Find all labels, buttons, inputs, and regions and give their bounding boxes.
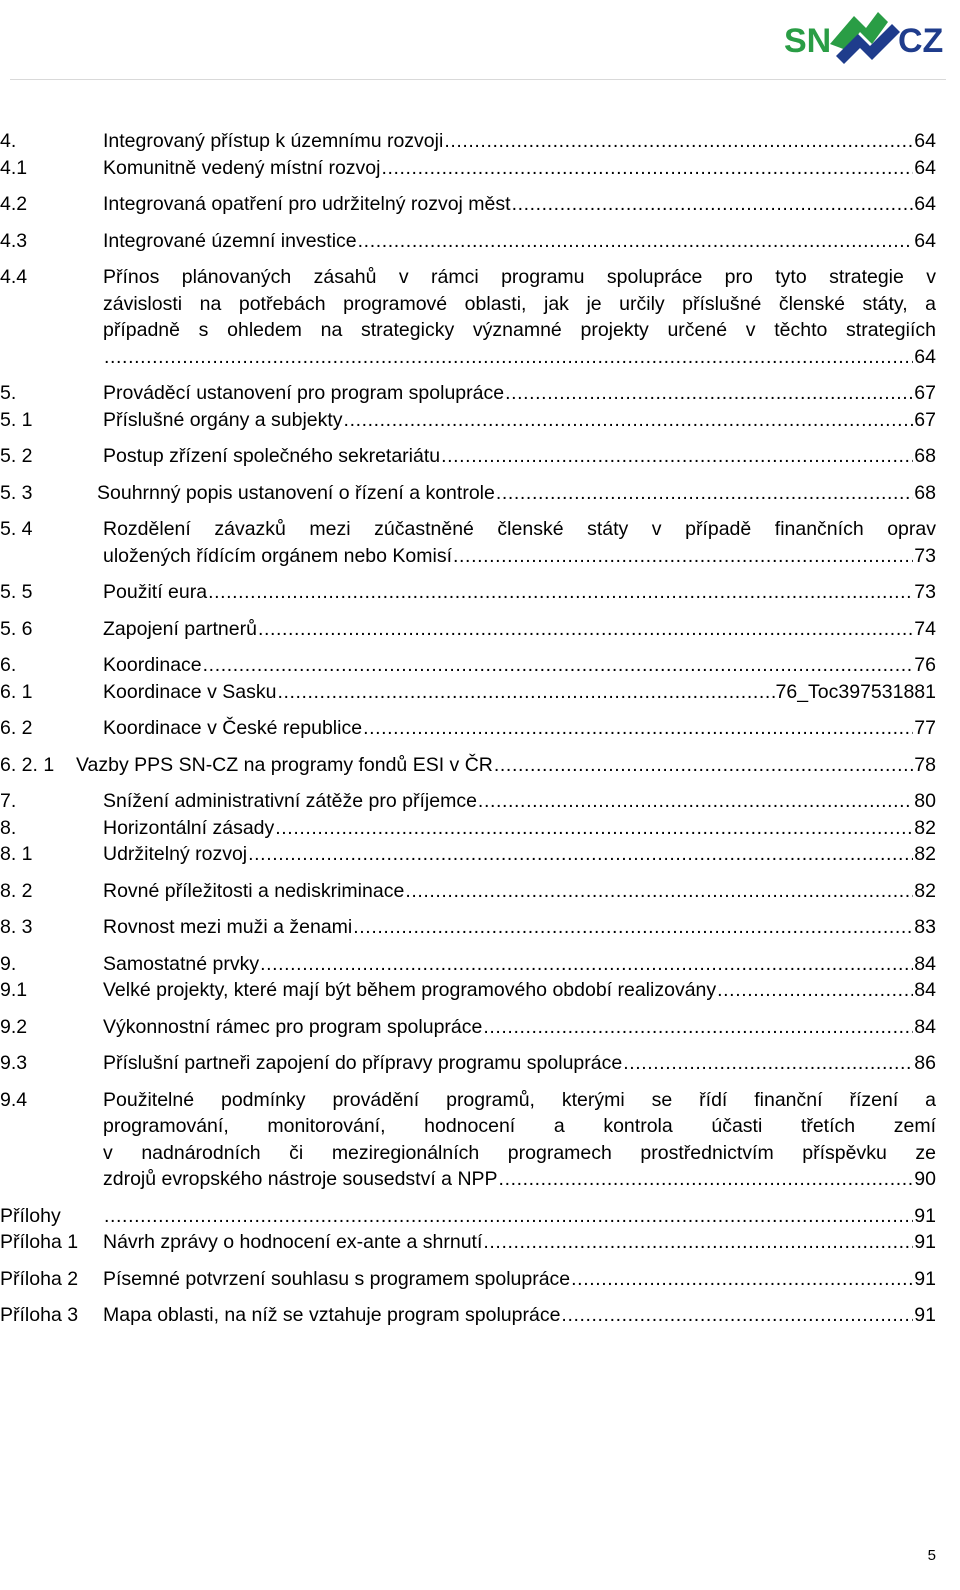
toc-leader-dots	[258, 616, 913, 643]
toc-entry-title: Návrh zprávy o hodnocení ex-ante a shrnutí	[103, 1231, 483, 1253]
toc-entry-page: 76	[914, 654, 936, 676]
toc-entry-title-line: Použitelné podmínky provádění programů, kterými se řídí finanční řízení a	[103, 1088, 936, 1111]
toc-entry-page: 86	[914, 1052, 936, 1074]
toc-entry-number: 4.1	[0, 156, 28, 179]
toc-entry-number: 5. 6	[0, 617, 33, 640]
toc-entry-number: 9.	[0, 952, 17, 975]
toc-entry-number: 4.	[0, 130, 17, 152]
toc-entry[interactable]	[0, 516, 936, 569]
toc-entry[interactable]	[0, 480, 936, 507]
toc-leader-dots	[494, 752, 913, 779]
toc-entry-title: uložených řídícím orgánem nebo Komisí	[103, 544, 453, 567]
toc-entry[interactable]	[0, 191, 936, 218]
toc-entry-title: Koordinace	[103, 654, 202, 676]
toc-entry[interactable]	[0, 788, 936, 815]
toc-entry[interactable]	[0, 1266, 936, 1293]
logo-text-cz: CZ	[898, 22, 944, 60]
toc-entry-title: Snížení administrativní zátěže pro příjemce	[103, 790, 477, 812]
toc-leader-dots	[381, 155, 913, 182]
toc-leader-dots	[717, 977, 913, 1004]
toc-entry-number: 5. 1	[0, 408, 33, 431]
toc-entry[interactable]	[0, 579, 936, 606]
toc-leader-dots	[353, 914, 913, 941]
toc-entry[interactable]	[0, 616, 936, 643]
toc-leader-dots	[478, 788, 913, 815]
toc-entry-number: 5.	[0, 382, 17, 404]
toc-entry-title: Mapa oblasti, na níž se vztahuje program spolupráce	[103, 1304, 561, 1326]
toc-entry-page: 82	[914, 816, 936, 839]
toc-leader-dots	[358, 228, 914, 255]
toc-entry[interactable]	[0, 1014, 936, 1041]
toc-entry-page: 91	[914, 1267, 936, 1290]
toc-entry-number: 9.3	[0, 1052, 28, 1074]
sn-cz-logo	[784, 4, 946, 68]
toc-entry[interactable]	[0, 407, 936, 434]
toc-entry[interactable]	[0, 715, 936, 742]
toc-entry-number: Příloha 1	[0, 1231, 79, 1253]
toc-entry-page: 84	[914, 952, 936, 975]
toc-entry-number: Přílohy	[0, 1204, 61, 1227]
toc-entry-page: 91	[914, 1304, 936, 1326]
toc-entry[interactable]	[0, 977, 936, 1004]
toc-entry-page: 78	[914, 753, 936, 776]
toc-entry-page: 80	[914, 790, 936, 812]
toc-entry-number: 5. 3	[0, 481, 33, 504]
toc-leader-dots	[512, 191, 914, 218]
toc-entry-number: 4.4	[0, 266, 28, 288]
toc-leader-dots	[104, 344, 913, 371]
toc-leader-dots	[483, 1229, 913, 1256]
page-number: 5	[927, 1547, 936, 1564]
toc-leader-dots	[344, 407, 914, 434]
toc-entry[interactable]	[0, 815, 936, 842]
toc-entry-title: Použití eura	[103, 581, 208, 603]
toc-entry[interactable]	[0, 128, 936, 155]
toc-leader-dots	[571, 1266, 913, 1293]
toc-entry-title: Samostatné prvky	[103, 952, 260, 975]
toc-leader-dots	[405, 878, 913, 905]
header-divider	[10, 79, 946, 80]
toc-entry-title-line: závislosti na potřebách programové oblasti, jak je určily příslušné členské státy, a	[103, 292, 936, 315]
toc-entry[interactable]	[0, 380, 936, 407]
toc-leader-dots	[561, 1302, 913, 1329]
toc-leader-dots	[275, 815, 913, 842]
toc-entry-title: Integrovaná opatření pro udržitelný rozvoj měst	[103, 193, 511, 215]
toc-entry-title: Zapojení partnerů	[103, 617, 257, 640]
toc-entry-title: Příslušné orgány a subjekty	[103, 408, 343, 431]
toc-entry-number: 4.2	[0, 193, 28, 215]
toc-entry[interactable]	[0, 228, 936, 255]
toc-entry-title: Velké projekty, které mají být během programového období realizovány	[103, 979, 717, 1001]
toc-entry-page: 68	[914, 481, 936, 504]
toc-entry[interactable]	[0, 652, 936, 679]
toc-entry[interactable]	[0, 1229, 936, 1256]
toc-entry-page: 73	[914, 581, 936, 603]
toc-leader-dots	[499, 1166, 914, 1193]
toc-entry-page: 91	[914, 1231, 936, 1253]
toc-entry-title: Integrované územní investice	[103, 229, 357, 252]
toc-entry[interactable]	[0, 841, 936, 868]
toc-entry-title: Vazby PPS SN-CZ na programy fondů ESI v ČR	[76, 753, 493, 776]
toc-entry[interactable]	[0, 1050, 936, 1077]
toc-entry-page: 84	[914, 1015, 936, 1038]
toc-entry-page: 73	[914, 544, 936, 567]
toc-entry-number: Příloha 2	[0, 1267, 79, 1290]
toc-entry-title: Rovnost mezi muži a ženami	[103, 916, 353, 938]
toc-entry[interactable]	[0, 752, 936, 779]
toc-leader-dots	[441, 443, 913, 470]
toc-entry-title-line: programování, monitorování, hodnocení a kontrola účasti třetích zemí	[103, 1115, 936, 1137]
toc-entry-page: 91	[914, 1204, 936, 1227]
toc-entry-title-line: Přínos plánovaných zásahů v rámci programu spolupráce pro tyto strategie v	[103, 266, 936, 288]
toc-entry-title: Postup zřízení společného sekretariátu	[103, 445, 441, 467]
toc-entry-title: Výkonnostní rámec pro program spolupráce	[103, 1015, 483, 1038]
toc-entry-page: 74	[914, 617, 936, 640]
toc-entry-number: 4.3	[0, 229, 28, 252]
toc-entry-title: zdrojů evropského nástroje sousedství a NPP	[103, 1168, 498, 1190]
toc-entry[interactable]	[0, 951, 936, 978]
toc-entry-number: 5. 4	[0, 518, 33, 540]
toc-entry-number: 7.	[0, 790, 17, 812]
toc-entry-title-line: Rozdělení závazků mezi zúčastněné členské státy v případě finančních oprav	[103, 518, 936, 540]
toc-entry-title: Souhrnný popis ustanovení o řízení a kontrole	[97, 481, 495, 504]
toc-leader-dots	[505, 380, 913, 407]
toc-leader-dots	[444, 128, 913, 155]
toc-entry-title: Komunitně vedený místní rozvoj	[103, 156, 381, 179]
toc-entry-title-line: případně s ohledem na strategicky významné projekty určené v těchto strategiích	[103, 319, 936, 341]
toc-entry-number: 5. 2	[0, 445, 33, 467]
toc-entry-number: 6. 2	[0, 717, 33, 739]
toc-leader-dots	[623, 1050, 913, 1077]
toc-leader-dots	[363, 715, 913, 742]
toc-entry-page: 77	[914, 717, 936, 739]
toc-entry[interactable]	[0, 914, 936, 941]
toc-entry-page: 84	[914, 979, 936, 1001]
toc-entry-number: 9.4	[0, 1088, 28, 1111]
toc-entry[interactable]	[0, 878, 936, 905]
toc-entry-title: Písemné potvrzení souhlasu s programem spolupráce	[103, 1267, 571, 1290]
toc-entry-title: Prováděcí ustanovení pro program spolupráce	[103, 382, 505, 404]
toc-entry-number: Příloha 3	[0, 1304, 79, 1326]
toc-entry-page: 90	[914, 1168, 936, 1190]
toc-entry[interactable]	[0, 679, 936, 706]
toc-entry-page: 68	[914, 445, 936, 467]
toc-entry-number: 8. 1	[0, 843, 33, 865]
toc-entry-page: 76_Toc397531881	[775, 680, 936, 703]
toc-entry-title: Koordinace v České republice	[103, 717, 363, 739]
toc-leader-dots	[496, 480, 913, 507]
toc-entry-number: 8. 2	[0, 879, 33, 902]
toc-leader-dots	[104, 1203, 913, 1230]
toc-entry[interactable]	[0, 1203, 936, 1230]
toc-entry-number: 9.1	[0, 979, 28, 1001]
toc-entry[interactable]	[0, 1302, 936, 1329]
toc-entry-title: Integrovaný přístup k územnímu rozvoji	[103, 130, 444, 152]
toc-entry-title: Udržitelný rozvoj	[103, 843, 248, 865]
toc-entry-title: Příslušní partneři zapojení do přípravy programu spolupráce	[103, 1052, 623, 1074]
toc-entry-title: Koordinace v Sasku	[103, 680, 277, 703]
logo-text-sn: SN	[784, 22, 832, 60]
toc-entry-page: 64	[914, 345, 936, 368]
toc-entry-number: 6.	[0, 654, 17, 676]
toc-entry-page: 64	[914, 156, 936, 179]
toc-entry[interactable]	[0, 264, 936, 370]
toc-leader-dots	[277, 679, 774, 706]
toc-entry-page: 82	[914, 879, 936, 902]
toc-entry-title: Horizontální zásady	[103, 816, 275, 839]
toc-entry-number: 8.	[0, 816, 17, 839]
toc-leader-dots	[453, 543, 913, 570]
toc-leader-dots	[248, 841, 913, 868]
toc-entry-title-line: v nadnárodních či meziregionálních programech prostřednictvím příspěvku ze	[103, 1141, 936, 1164]
toc-entry-page: 64	[914, 229, 936, 252]
toc-entry-page: 82	[914, 843, 936, 865]
toc-entry-page: 64	[914, 130, 936, 152]
toc-entry-title: Rovné příležitosti a nediskriminace	[103, 879, 405, 902]
toc-entry-number: 5. 5	[0, 581, 33, 603]
toc-entry-number: 9.2	[0, 1015, 28, 1038]
toc-entry-page: 67	[914, 408, 936, 431]
toc-leader-dots	[208, 579, 913, 606]
toc-leader-dots	[483, 1014, 913, 1041]
toc-entry-page: 83	[914, 916, 936, 938]
toc-entry-number: 6. 2. 1	[0, 753, 55, 776]
toc-leader-dots	[203, 652, 914, 679]
toc-entry[interactable]	[0, 155, 936, 182]
toc-entry-page: 67	[914, 382, 936, 404]
toc-entry-page: 64	[914, 193, 936, 215]
toc-entry[interactable]	[0, 443, 936, 470]
toc-entry-number: 8. 3	[0, 916, 33, 938]
table-of-contents	[0, 128, 936, 1329]
toc-leader-dots	[260, 951, 913, 978]
toc-entry[interactable]	[0, 1087, 936, 1193]
toc-entry-number: 6. 1	[0, 680, 33, 703]
